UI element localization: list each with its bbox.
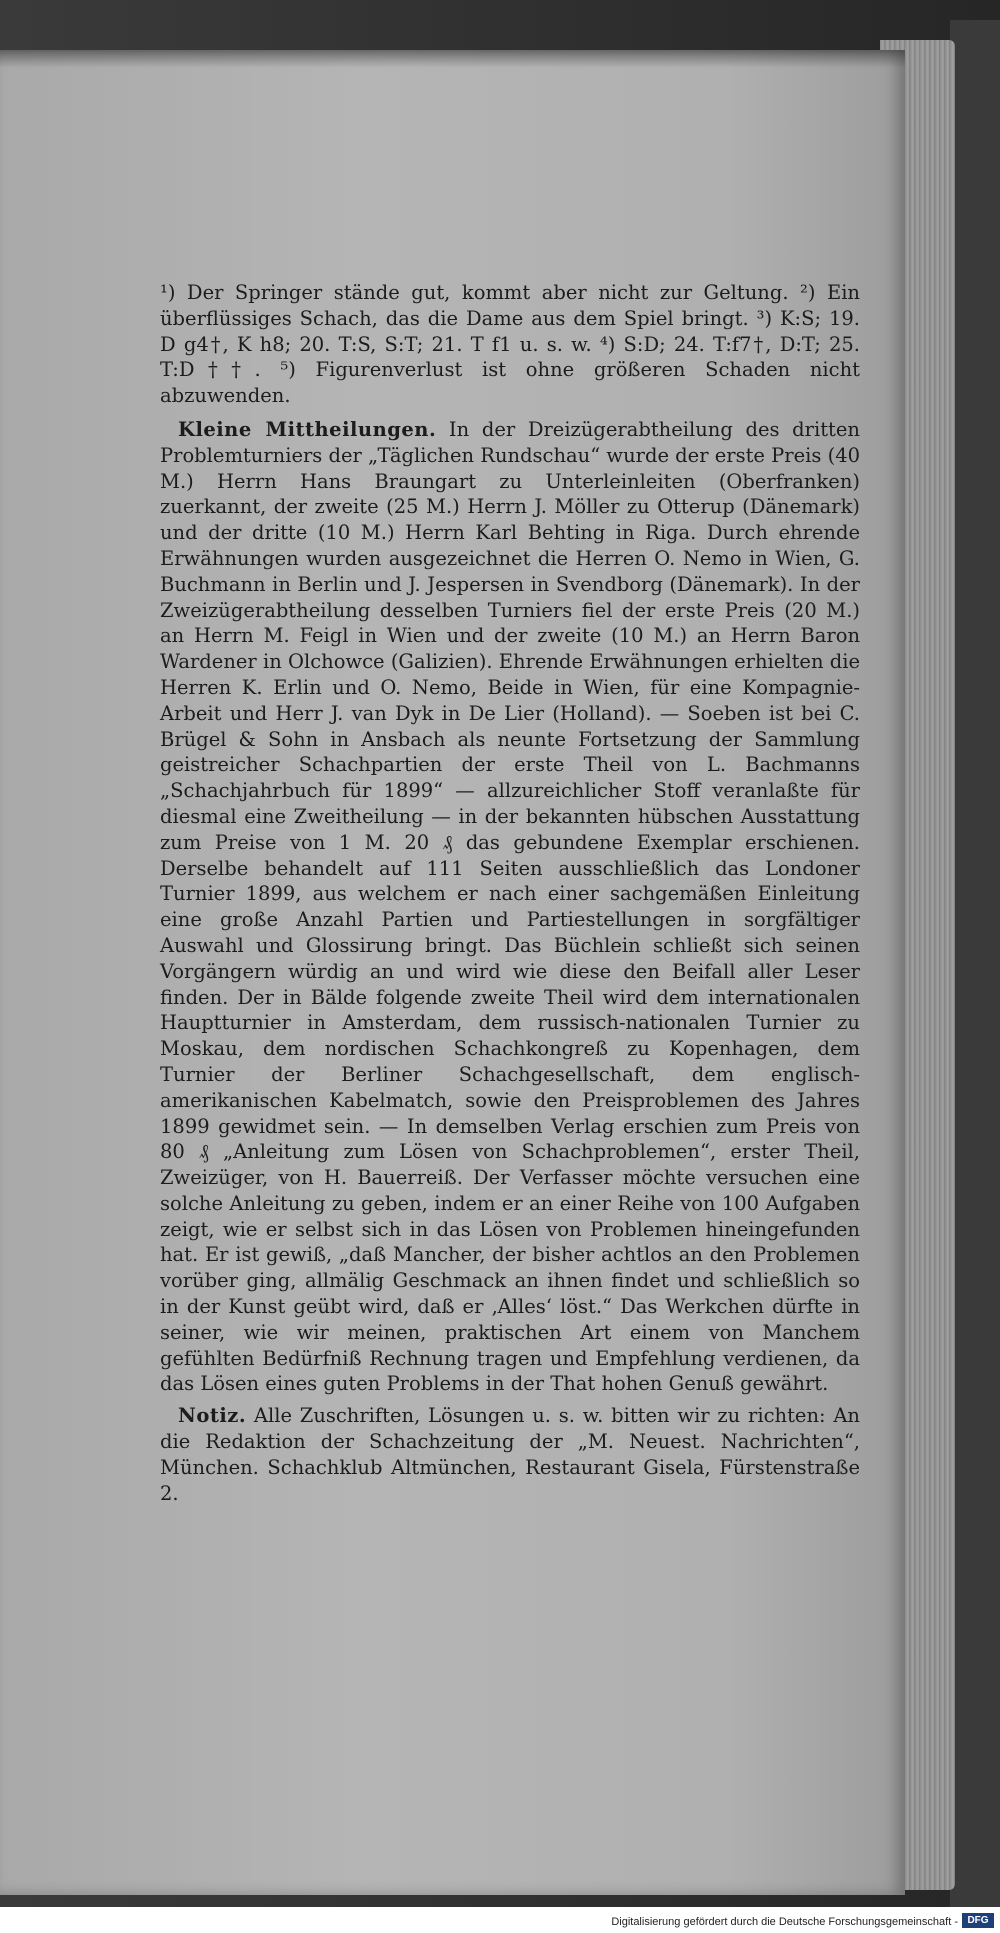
page-shadow xyxy=(0,50,905,68)
book-spine xyxy=(950,20,1000,1910)
page-text xyxy=(160,280,860,1512)
dfg-logo: DFG xyxy=(962,1913,994,1928)
section-heading: Notiz. xyxy=(178,1404,247,1428)
section-body: Alle Zuschriften, Lösungen u. s. w. bitten wir zu richten: An die Redaktion der Schachzeitung der „M. Neuest. Nachrichten“, München. Schachklub Altmünchen, Restaurant Gisela, Fürstenstraße 2. xyxy=(160,1404,860,1505)
footnotes: ¹) Der Springer stände gut, kommt aber nicht zur Geltung. ²) Ein überflüssiges Schach, das die Dame aus dem Spiel bringt. ³) K:S; 19. D g4†, K h8; 20. T:S, S:T; 21. T f1 u. s. w. ⁴) S:D; 24. T:f7†, D:T; 25. T:D††. ⁵) Figurenverlust ist ohne größeren Schaden nicht abzuwenden. xyxy=(160,281,860,408)
section-body: In der Dreizügerabtheilung des dritten Problemturniers der „Täglichen Rundschau“ wurde der erste Preis (40 M.) Herrn Hans Braungart zu Unterleinleiten (Oberfranken) zuerkannt, der zweite (25 M.) Herrn J. Möller zu Otterup (Dänemark) und der dritte (10 M.) Herrn Karl Behting in Riga. Durch ehrende Erwähnungen wurden ausgezeichnet die Herren O. Nemo in Wien, G. Buchmann in Berlin und J. Jespersen in Svendborg (Dänemark). In der Zweizügerabtheilung desselben Turniers fiel der erste Preis (20 M.) an Herrn M. Feigl in Wien und der zweite (10 M.) an Herrn Baron Wardener in Olchowce (Galizien). Ehrende Erwähnungen erhielten die Herren K. Erlin und O. Nemo, Beide in Wien, für eine Kompagnie-Arbeit und Herr J. van Dyk in De Lier (Holland). — Soeben ist bei C. Brügel & Sohn in Ansbach als neunte Fortsetzung der Sammlung geistreicher Schachpartien der erste Theil von L. Bachmanns „Schachjahrbuch für 1899“ — allzureichlicher Stoff veranlaßte für diesmal eine Zweitheilung — in der bekannten hübschen Ausstattung zum Preise von 1 M. 20 ₰ das gebundene Exemplar erschienen. Derselbe behandelt auf 111 Seiten ausschließlich das Londoner Turnier 1899, aus welchem er nach einer sachgemäßen Einleitung eine große Anzahl Partien und Partiestellungen in sorgfältiger Auswahl und Glossirung bringt. Das Büchlein schließt sich seinen Vorgängern würdig an und wird wie diese den Beifall aller Leser finden. Der in Bälde folgende zweite Theil wird dem internationalen Hauptturnier in Amsterdam, dem russisch-nationalen Turnier zu Moskau, dem nordischen Schachkongreß zu Kopenhagen, dem Turnier der Berliner Schachgesellschaft, dem englisch-amerikanischen Kabelmatch, sowie den Preisproblemen des Jahres 1899 gewidmet sein. — In demselben Verlag erschien zum Preis von 80 ₰ „Anleitung zum Lösen von Schachproblemen“, erster Theil, Zweizüger, von H. Bauerreiß. Der Verfasser möchte versuchen eine solche Anleitung zu geben, indem er an einer Reihe von 100 Aufgaben zeigt, wie er selbst sich in das Lösen von Problemen hineingefunden hat. Er ist gewiß, „daß Mancher, der bisher achtlos an den Problemen vorüber ging, allmälig Geschmack an ihnen findet und schließlich so in der Kunst geübt wird, daß er ‚Alles‘ löst.“ Das Werkchen dürfte in seiner, wie wir meinen, praktischen Art einem von Manchem gefühlten Bedürfniß Rechnung tragen und Empfehlung verdienen, da das Lösen eines guten Problems in der That hohen Genuß gewährt. xyxy=(160,417,861,1396)
footer-bar xyxy=(0,1907,1000,1933)
section-kleine-mittheilungen xyxy=(160,417,860,1397)
footer-credit: Digitalisierung gefördert durch die Deutsche Forschungsgemeinschaft - xyxy=(611,1916,958,1928)
section-notiz xyxy=(160,1403,860,1506)
section-heading: Kleine Mittheilungen. xyxy=(178,417,437,441)
